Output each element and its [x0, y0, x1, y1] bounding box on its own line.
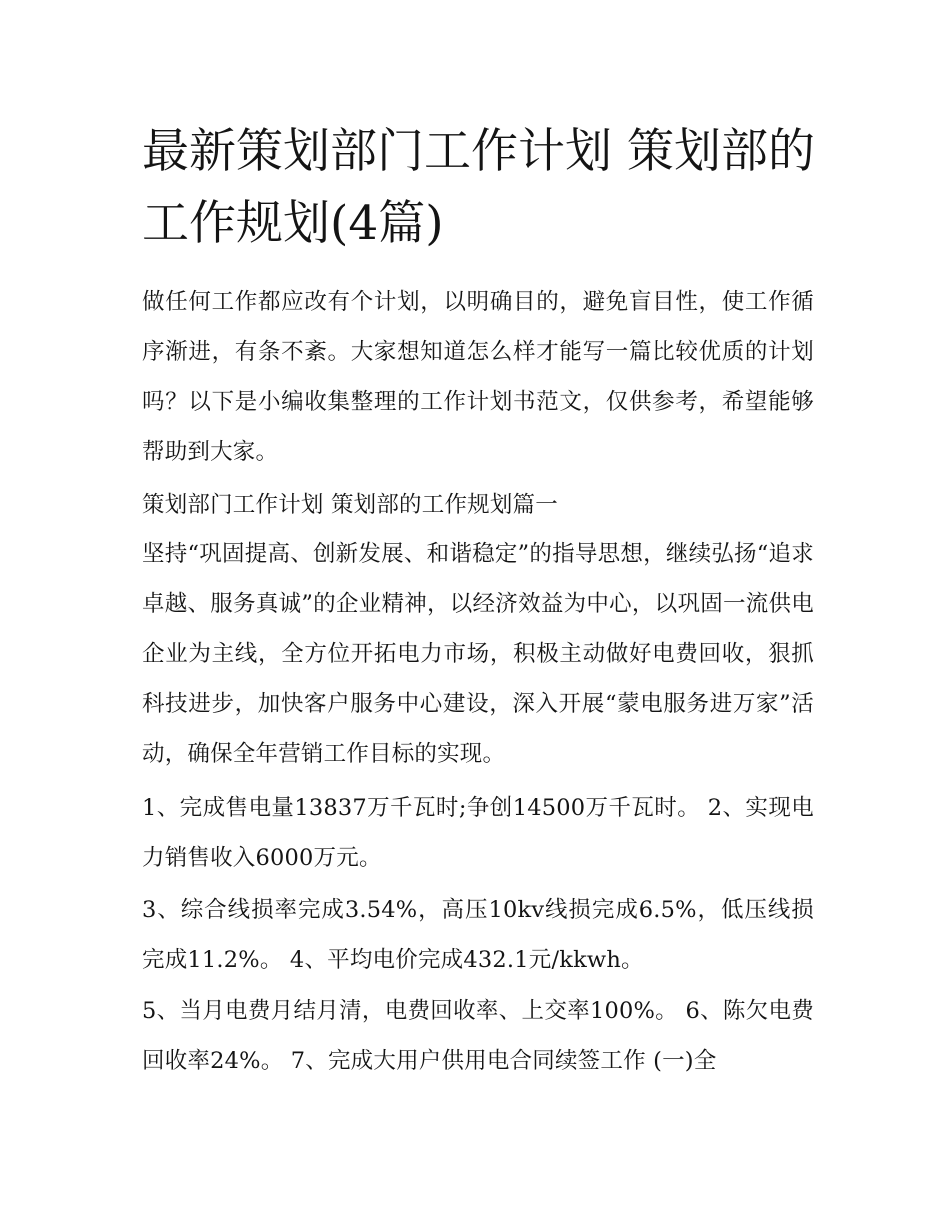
body-paragraph-targets-1-2: 1、完成售电量13837万千瓦时;争创14500万千瓦时。 2、实现电力销售收入6000万元。	[142, 795, 814, 871]
intro-paragraph: 做任何工作都应改有个计划，以明确目的，避免盲目性，使工作循序渐进，有条不紊。大家想知道怎么样才能写一篇比较优质的计划吗？以下是小编收集整理的工作计划书范文，仅供参考，希望能够帮助到大家。	[142, 289, 814, 465]
body-paragraph-targets-5-7: 5、当月电费月结月清，电费回收率、上交率100%。 6、陈欠电费回收率24%。 7、完成大用户供用电合同续签工作 (一)全	[142, 998, 814, 1074]
body-paragraph-targets-3-4: 3、综合线损率完成3.54%，高压10kv线损完成6.5%，低压线损完成11.2%。 4、平均电价完成432.1元/kkwh。	[142, 897, 814, 973]
section-heading: 策划部门工作计划 策划部的工作规划篇一	[142, 492, 558, 518]
page-title: 最新策划部门工作计划 策划部的工作规划(4篇)	[142, 124, 815, 251]
body-paragraph-guiding-principle: 坚持“巩固提高、创新发展、和谐稳定”的指导思想，继续弘扬“追求卓越、服务真诚”的企业精神，以经济效益为中心，以巩固一流供电企业为主线，全方位开拓电力市场，积极主动做好电费回收，狠抓科技进步，加快客户服务中心建设，深入开展“蒙电服务进万家”活动，确保全年营销工作目标的实现。	[142, 541, 814, 767]
